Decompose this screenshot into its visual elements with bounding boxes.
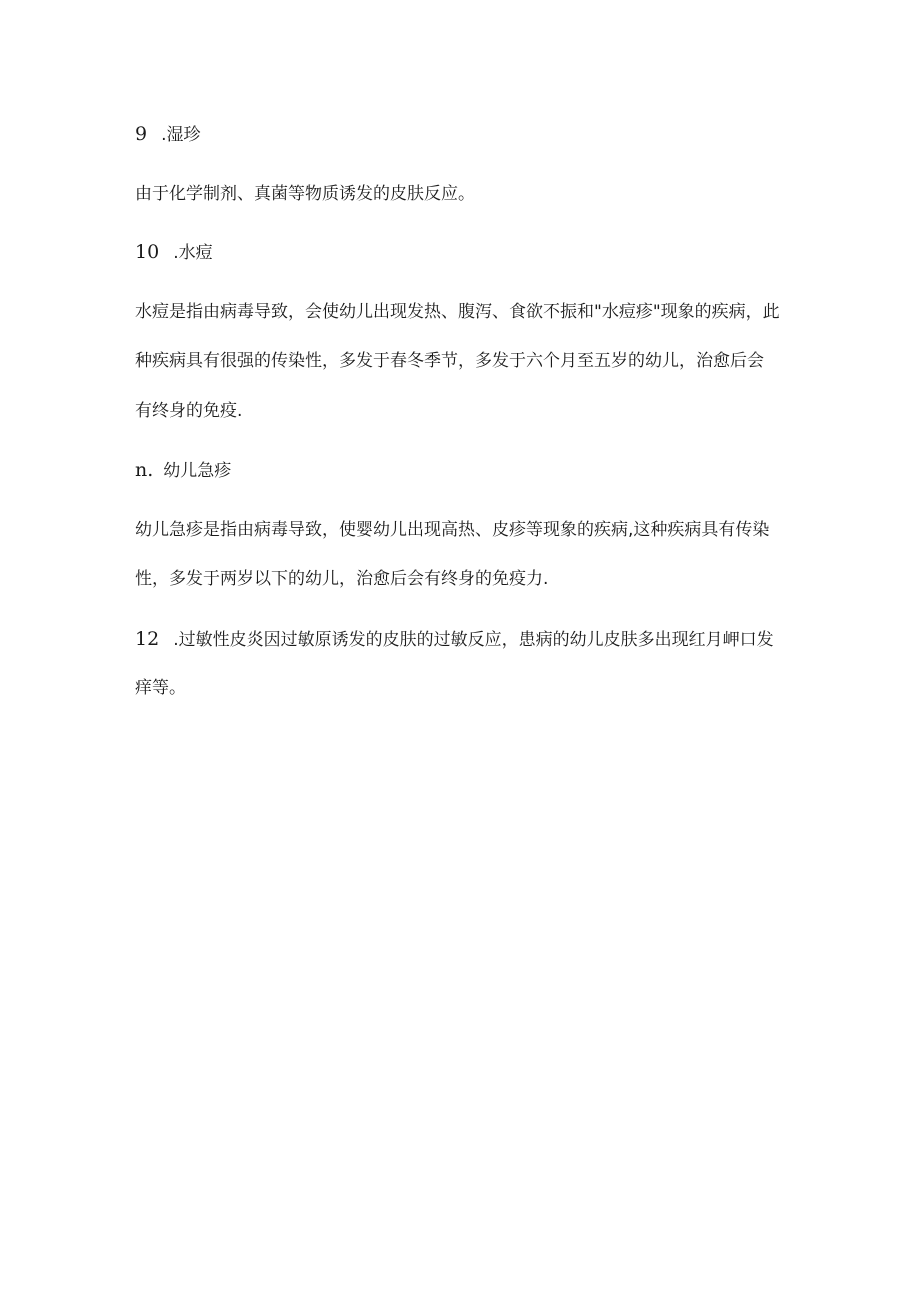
item-12-number: 12 bbox=[135, 628, 160, 650]
item-12-line-1 bbox=[135, 629, 774, 650]
item-10-body-line-2: 种疾病具有很强的传染性，多发于春冬季节，多发于六个月至五岁的幼儿，治愈后会 bbox=[135, 351, 764, 371]
item-11-heading bbox=[135, 460, 231, 481]
item-11-body-line-2: 性，多发于两岁以下的幼儿，治愈后会有终身的免疫力. bbox=[135, 569, 549, 589]
item-10-body-line-3: 有终身的免疫. bbox=[135, 401, 243, 421]
item-10-number: 10 bbox=[135, 241, 160, 263]
item-9-title: .湿珍 bbox=[161, 125, 201, 145]
item-10-title: .水痘 bbox=[173, 243, 213, 263]
item-9-heading bbox=[135, 124, 201, 145]
item-12-line-2: 痒等。 bbox=[135, 678, 186, 698]
item-11-title: 幼儿急疹 bbox=[163, 461, 232, 481]
item-10-heading bbox=[135, 242, 213, 263]
item-9-body-line-1: 由于化学制剂、真菌等物质诱发的皮肤反应。 bbox=[135, 184, 475, 204]
item-11-number: n. bbox=[135, 459, 154, 481]
item-9-number: 9 bbox=[135, 123, 148, 145]
item-12-text-line-1: .过敏性皮炎因过敏原诱发的皮肤的过敏反应，患病的幼儿皮肤多出现红月岬口发 bbox=[173, 630, 774, 650]
item-11-body-line-1: 幼儿急疹是指由病毒导致，使婴幼儿出现高热、皮疹等现象的疾病,这种疾病具有传染 bbox=[135, 520, 770, 540]
item-10-body-line-1: 水痘是指由病毒导致，会使幼儿出现发热、腹泻、食欲不振和"水痘疹"现象的疾病，此 bbox=[135, 302, 780, 322]
